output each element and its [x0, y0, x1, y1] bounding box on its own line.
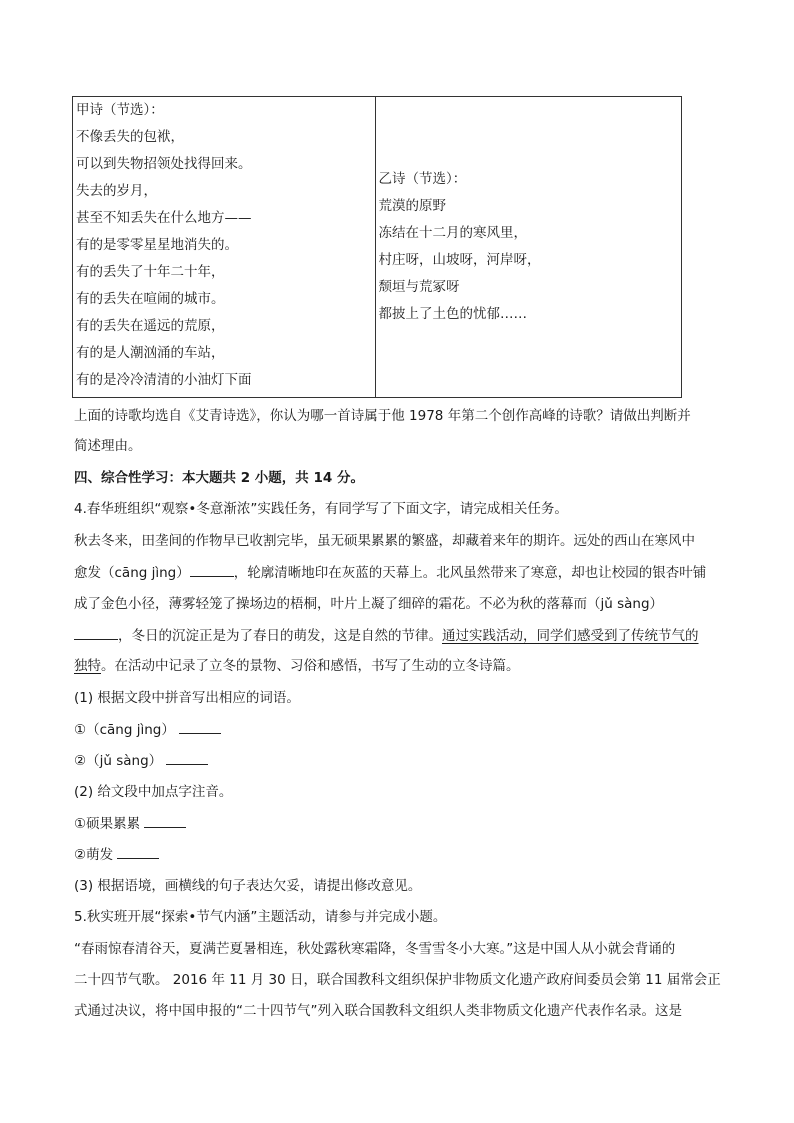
poem-b-title: 乙诗（节选）： — [378, 171, 467, 187]
answer-blank[interactable] — [117, 844, 159, 859]
sub-item-label: ①硕果累累 — [74, 816, 141, 832]
passage-line: 成了金色小径，薄雾轻笼了操场边的梧桐，叶片上凝了细碎的霜花。不必为秋的落幕而（jǔ sàng） — [74, 596, 664, 612]
poem-b-line: 荒漠的原野 — [378, 198, 446, 214]
passage-line — [74, 656, 520, 676]
sub-question: (1) 根据文段中拼音写出相应的词语。 — [74, 690, 300, 706]
passage-text: ，冬日的沉淀正是为了春日的萌发，这是自然的节律。 — [118, 628, 442, 644]
poem-a-line: 有的是零零星星地消失的。 — [76, 237, 238, 253]
poem-b-line: 都披上了土色的忧郁…… — [378, 306, 527, 322]
question-3-text: 上面的诗歌均选自《艾青诗选》，你认为哪一首诗属于他 1978 年第二个创作高峰的诗歌？请做出判断并 — [74, 408, 691, 424]
poem-a-line: 失去的岁月， — [76, 183, 157, 199]
passage-line: 二十四节气歌。 2016 年 11 月 30 日，联合国教科文组织保护非物质文化遗产政府间委员会第 11 届常会正 — [74, 972, 721, 988]
underlined-sentence: 通过实践活动，同学们感受到了传统节气的 — [442, 628, 699, 644]
underlined-sentence: 独特 — [74, 658, 101, 674]
poem-b-line: 颓垣与荒冢呀 — [378, 279, 460, 295]
passage-text: 愈发（cāng jìng） — [74, 565, 190, 581]
passage-line: “春雨惊春清谷天，夏满芒夏暑相连，秋处露秋寒霜降，冬雪雪冬小大寒。”这是中国人从小就会背诵的 — [74, 941, 676, 957]
sub-item-label: ②萌发 — [74, 847, 114, 863]
poem-comparison-table — [72, 96, 682, 398]
poem-a-line: 可以到失物招领处找得回来。 — [76, 156, 252, 172]
question-5-intro: 5.秋实班开展“探索•节气内涵”主题活动，请参与并完成小题。 — [74, 909, 447, 925]
passage-line: 式通过决议，将中国申报的“二十四节气”列入联合国教科文组织人类非物质文化遗产代表作名录。这是 — [74, 1003, 682, 1019]
poem-a-line: 有的是冷冷清清的小油灯下面 — [76, 372, 252, 388]
passage-line: 秋去冬来，田垄间的作物早已收割完毕，虽无硕果累累的繁盛，却藏着来年的期许。远处的西山在寒风中 — [74, 533, 695, 549]
sub-item-label: ①（cāng jìng） — [74, 722, 175, 738]
sub-question-item — [74, 750, 208, 771]
passage-text: ，轮廓清晰地印在灰蓝的天幕上。北风虽然带来了寒意，却也让校园的银杏叶铺 — [233, 565, 707, 581]
poem-b-cell — [376, 97, 682, 398]
poem-a-line: 不像丢失的包袱， — [76, 129, 184, 145]
poem-b-line: 村庄呀，山坡呀，河岸呀， — [378, 252, 541, 268]
sub-question: (3) 根据语境，画横线的句子表达欠妥，请提出修改意见。 — [74, 878, 422, 894]
poem-b-line: 冻结在十二月的寒风里， — [378, 225, 527, 241]
sub-question: (2) 给文段中加点字注音。 — [74, 784, 233, 800]
poem-a-title: 甲诗（节选）： — [76, 102, 164, 118]
section-4-heading: 四、综合性学习：本大题共 2 小题，共 14 分。 — [74, 470, 364, 486]
sub-question-item — [74, 813, 186, 834]
answer-blank[interactable] — [179, 719, 221, 734]
sub-question-item — [74, 844, 159, 865]
poem-a-line: 有的是人潮汹涌的车站， — [76, 345, 225, 361]
poem-a-line: 有的丢失在遥远的荒原， — [76, 318, 225, 334]
sub-item-label: ②（jǔ sàng） — [74, 753, 163, 769]
passage-line — [74, 562, 706, 583]
answer-blank[interactable] — [74, 625, 118, 640]
answer-blank[interactable] — [190, 562, 234, 577]
question-4-intro: 4.春华班组织“观察•冬意渐浓”实践任务，有同学写了下面文字，请完成相关任务。 — [74, 501, 568, 517]
answer-blank[interactable] — [144, 813, 186, 828]
sub-question-item — [74, 719, 221, 740]
poem-a-line: 甚至不知丢失在什么地方—— — [76, 210, 252, 226]
poem-a-cell — [73, 97, 376, 398]
passage-line — [74, 625, 699, 646]
answer-blank[interactable] — [166, 750, 208, 765]
poem-a-line: 有的丢失在喧闹的城市。 — [76, 291, 225, 307]
poem-a-line: 有的丢失了十年二十年， — [76, 264, 225, 280]
passage-text: 。在活动中记录了立冬的景物、习俗和感悟，书写了生动的立冬诗篇。 — [101, 658, 520, 674]
question-3-text: 简述理由。 — [74, 438, 142, 454]
